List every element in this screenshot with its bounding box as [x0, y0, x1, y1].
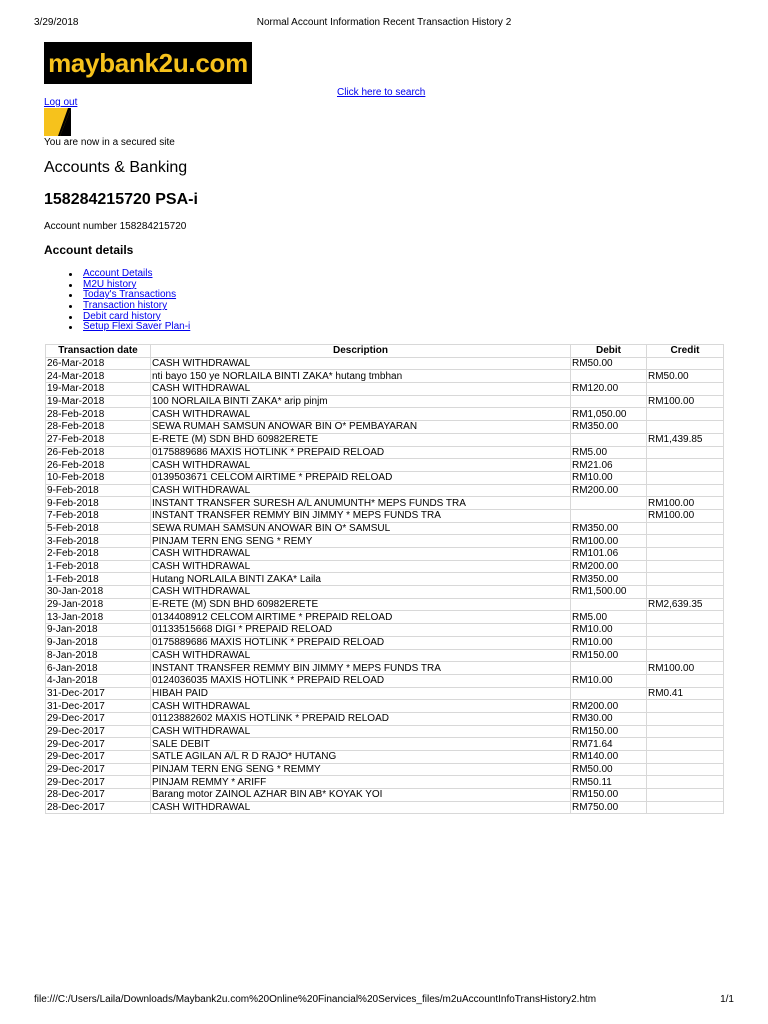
cell-debit: RM1,050.00 [571, 408, 647, 421]
cell-description: INSTANT TRANSFER REMMY BIN JIMMY * MEPS FUNDS TRA [151, 662, 571, 675]
cell-transaction-date: 8-Jan-2018 [46, 649, 151, 662]
table-row [46, 421, 724, 434]
header-credit: Credit [647, 345, 724, 358]
todays-transactions-link[interactable]: Today's Transactions [83, 289, 177, 301]
cell-debit: RM101.06 [571, 548, 647, 561]
cell-transaction-date: 3-Feb-2018 [46, 535, 151, 548]
cell-debit: RM1,500.00 [571, 586, 647, 599]
cell-transaction-date: 29-Dec-2017 [46, 751, 151, 764]
cell-description: 01123882602 MAXIS HOTLINK * PREPAID RELOAD [151, 712, 571, 725]
table-row [46, 586, 724, 599]
cell-debit: RM120.00 [571, 383, 647, 396]
cell-debit [571, 395, 647, 408]
table-row [46, 383, 724, 396]
table-row [46, 459, 724, 472]
transaction-history-link[interactable]: Transaction history [83, 300, 168, 312]
cell-description: 01133515668 DIGI * PREPAID RELOAD [151, 624, 571, 637]
cell-debit: RM200.00 [571, 700, 647, 713]
account-title: 158284215720 PSA-i [44, 191, 198, 208]
account-nav-list [69, 269, 190, 333]
cell-debit: RM150.00 [571, 649, 647, 662]
cell-credit [647, 446, 724, 459]
table-row [46, 662, 724, 675]
table-row [46, 789, 724, 802]
table-row [46, 725, 724, 738]
cell-description: CASH WITHDRAWAL [151, 383, 571, 396]
table-row [46, 687, 724, 700]
cell-credit [647, 738, 724, 751]
cell-debit: RM350.00 [571, 421, 647, 434]
table-row [46, 357, 724, 370]
cell-description: CASH WITHDRAWAL [151, 548, 571, 561]
cell-credit [647, 421, 724, 434]
cell-description: INSTANT TRANSFER SURESH A/L ANUMUNTH* MEPS FUNDS TRA [151, 497, 571, 510]
cell-credit [647, 636, 724, 649]
maybank-logo[interactable]: maybank2u.com [44, 42, 252, 84]
cell-transaction-date: 27-Feb-2018 [46, 433, 151, 446]
cell-credit [647, 471, 724, 484]
cell-transaction-date: 29-Dec-2017 [46, 738, 151, 751]
cell-description: 0175889686 MAXIS HOTLINK * PREPAID RELOAD [151, 446, 571, 459]
cell-debit: RM50.11 [571, 776, 647, 789]
table-row [46, 611, 724, 624]
cell-credit [647, 484, 724, 497]
cell-credit [647, 789, 724, 802]
cell-description: HIBAH PAID [151, 687, 571, 700]
cell-credit [647, 611, 724, 624]
cell-transaction-date: 28-Dec-2017 [46, 801, 151, 814]
cell-credit [647, 383, 724, 396]
cell-debit: RM5.00 [571, 446, 647, 459]
cell-credit [647, 763, 724, 776]
cell-debit: RM200.00 [571, 560, 647, 573]
cell-transaction-date: 28-Dec-2017 [46, 789, 151, 802]
account-details-heading: Account details [44, 243, 134, 257]
flexi-saver-link[interactable]: Setup Flexi Saver Plan-i [83, 321, 191, 333]
cell-credit: RM2,639.35 [647, 598, 724, 611]
cell-debit [571, 370, 647, 383]
m2u-history-link[interactable]: M2U history [83, 278, 137, 290]
cell-debit: RM10.00 [571, 471, 647, 484]
cell-credit [647, 586, 724, 599]
cell-debit: RM71.64 [571, 738, 647, 751]
header-transaction-date: Transaction date [46, 345, 151, 358]
cell-debit: RM350.00 [571, 573, 647, 586]
cell-description: CASH WITHDRAWAL [151, 459, 571, 472]
cell-credit [647, 548, 724, 561]
cell-debit: RM5.00 [571, 611, 647, 624]
cell-credit [647, 535, 724, 548]
cell-credit [647, 751, 724, 764]
cell-debit [571, 509, 647, 522]
cell-transaction-date: 2-Feb-2018 [46, 548, 151, 561]
table-row [46, 674, 724, 687]
cell-transaction-date: 31-Dec-2017 [46, 700, 151, 713]
cell-description: CASH WITHDRAWAL [151, 700, 571, 713]
cell-debit [571, 662, 647, 675]
cell-transaction-date: 10-Feb-2018 [46, 471, 151, 484]
cell-description: CASH WITHDRAWAL [151, 560, 571, 573]
table-row [46, 471, 724, 484]
cell-transaction-date: 1-Feb-2018 [46, 573, 151, 586]
cell-credit [647, 560, 724, 573]
table-row [46, 700, 724, 713]
table-row [46, 408, 724, 421]
table-row [46, 776, 724, 789]
table-row [46, 712, 724, 725]
account-details-link[interactable]: Account Details [83, 268, 153, 279]
cell-description: CASH WITHDRAWAL [151, 801, 571, 814]
cell-credit [647, 522, 724, 535]
cell-description: PINJAM TERN ENG SENG * REMMY [151, 763, 571, 776]
cell-debit: RM150.00 [571, 725, 647, 738]
cell-debit: RM150.00 [571, 789, 647, 802]
cell-debit: RM21.06 [571, 459, 647, 472]
cell-debit: RM10.00 [571, 674, 647, 687]
cell-transaction-date: 9-Feb-2018 [46, 484, 151, 497]
table-row [46, 598, 724, 611]
cell-credit [647, 700, 724, 713]
cell-description: Hutang NORLAILA BINTI ZAKA* Laila [151, 573, 571, 586]
table-row [46, 573, 724, 586]
table-row [46, 636, 724, 649]
cell-credit: RM1,439.85 [647, 433, 724, 446]
cell-debit: RM140.00 [571, 751, 647, 764]
cell-transaction-date: 29-Jan-2018 [46, 598, 151, 611]
cell-transaction-date: 29-Dec-2017 [46, 763, 151, 776]
cell-transaction-date: 9-Feb-2018 [46, 497, 151, 510]
search-link[interactable]: Click here to search [337, 87, 426, 98]
cell-transaction-date: 7-Feb-2018 [46, 509, 151, 522]
cell-description: CASH WITHDRAWAL [151, 725, 571, 738]
cell-description: 0134408912 CELCOM AIRTIME * PREPAID RELOAD [151, 611, 571, 624]
table-row [46, 548, 724, 561]
cell-transaction-date: 31-Dec-2017 [46, 687, 151, 700]
table-header-row [46, 345, 724, 358]
cell-credit: RM0.41 [647, 687, 724, 700]
cell-transaction-date: 28-Feb-2018 [46, 421, 151, 434]
file-path: file:///C:/Users/Laila/Downloads/Maybank2u.com%20Online%20Financial%20Services_files/m2uAccountInfoTransHistory2.htm [34, 994, 597, 1005]
cell-transaction-date: 29-Dec-2017 [46, 712, 151, 725]
cell-transaction-date: 28-Feb-2018 [46, 408, 151, 421]
table-row [46, 522, 724, 535]
cell-description: CASH WITHDRAWAL [151, 357, 571, 370]
cell-transaction-date: 1-Feb-2018 [46, 560, 151, 573]
cell-debit: RM10.00 [571, 636, 647, 649]
table-row [46, 763, 724, 776]
table-row [46, 560, 724, 573]
print-footer [0, 994, 768, 1008]
table-row [46, 751, 724, 764]
cell-transaction-date: 29-Dec-2017 [46, 725, 151, 738]
cell-debit: RM50.00 [571, 763, 647, 776]
cell-description: 0124036035 MAXIS HOTLINK * PREPAID RELOAD [151, 674, 571, 687]
table-row [46, 801, 724, 814]
cell-description: nti bayo 150 ye NORLAILA BINTI ZAKA* hutang tmbhan [151, 370, 571, 383]
cell-debit [571, 497, 647, 510]
cell-credit: RM100.00 [647, 662, 724, 675]
cell-debit: RM10.00 [571, 624, 647, 637]
cell-credit [647, 725, 724, 738]
cell-credit [647, 801, 724, 814]
cell-credit [647, 712, 724, 725]
cell-description: Barang motor ZAINOL AZHAR BIN AB* KOYAK YOI [151, 789, 571, 802]
cell-description: INSTANT TRANSFER REMMY BIN JIMMY * MEPS FUNDS TRA [151, 509, 571, 522]
cell-credit [647, 649, 724, 662]
cell-transaction-date: 19-Mar-2018 [46, 395, 151, 408]
table-row [46, 649, 724, 662]
cell-description: 0139503671 CELCOM AIRTIME * PREPAID RELOAD [151, 471, 571, 484]
cell-description: CASH WITHDRAWAL [151, 484, 571, 497]
print-header [0, 17, 768, 31]
cell-transaction-date: 9-Jan-2018 [46, 636, 151, 649]
cell-transaction-date: 5-Feb-2018 [46, 522, 151, 535]
cell-description: 0175889686 MAXIS HOTLINK * PREPAID RELOAD [151, 636, 571, 649]
cell-description: E-RETE (M) SDN BHD 60982ERETE [151, 433, 571, 446]
cell-transaction-date: 9-Jan-2018 [46, 624, 151, 637]
cell-transaction-date: 13-Jan-2018 [46, 611, 151, 624]
cell-transaction-date: 26-Feb-2018 [46, 446, 151, 459]
table-row [46, 624, 724, 637]
cell-transaction-date: 26-Feb-2018 [46, 459, 151, 472]
cell-credit [647, 674, 724, 687]
logout-link[interactable]: Log out [44, 97, 78, 108]
cell-description: CASH WITHDRAWAL [151, 649, 571, 662]
transaction-table [45, 344, 724, 814]
secure-site-text: You are now in a secured site [44, 137, 175, 148]
cell-credit: RM100.00 [647, 509, 724, 522]
cell-description: SATLE AGILAN A/L R D RAJO* HUTANG [151, 751, 571, 764]
table-row [46, 484, 724, 497]
cell-description: SALE DEBIT [151, 738, 571, 751]
cell-debit: RM750.00 [571, 801, 647, 814]
table-row [46, 370, 724, 383]
cell-transaction-date: 4-Jan-2018 [46, 674, 151, 687]
cell-credit [647, 408, 724, 421]
transaction-table-body [46, 357, 724, 814]
header-description: Description [151, 345, 571, 358]
cell-credit: RM100.00 [647, 395, 724, 408]
cell-transaction-date: 19-Mar-2018 [46, 383, 151, 396]
cell-debit: RM30.00 [571, 712, 647, 725]
print-date: 3/29/2018 [34, 17, 79, 28]
cell-credit [647, 459, 724, 472]
cell-description: PINJAM TERN ENG SENG * REMY [151, 535, 571, 548]
debit-card-history-link[interactable]: Debit card history [83, 310, 161, 322]
cell-description: SEWA RUMAH SAMSUN ANOWAR BIN O* SAMSUL [151, 522, 571, 535]
print-title: Normal Account Information Recent Transaction History 2 [256, 17, 512, 28]
cell-description: CASH WITHDRAWAL [151, 408, 571, 421]
cell-description: 100 NORLAILA BINTI ZAKA* arip pinjm [151, 395, 571, 408]
cell-debit [571, 433, 647, 446]
cell-debit: RM350.00 [571, 522, 647, 535]
cell-debit: RM100.00 [571, 535, 647, 548]
table-row [46, 433, 724, 446]
cell-transaction-date: 6-Jan-2018 [46, 662, 151, 675]
cell-debit: RM200.00 [571, 484, 647, 497]
table-row [46, 535, 724, 548]
secure-site-icon [44, 108, 71, 136]
cell-debit: RM50.00 [571, 357, 647, 370]
cell-transaction-date: 26-Mar-2018 [46, 357, 151, 370]
table-row [46, 497, 724, 510]
page-title: Accounts & Banking [44, 159, 188, 176]
cell-debit [571, 598, 647, 611]
cell-transaction-date: 30-Jan-2018 [46, 586, 151, 599]
cell-debit [571, 687, 647, 700]
header-debit: Debit [571, 345, 647, 358]
cell-credit [647, 776, 724, 789]
table-row [46, 738, 724, 751]
cell-credit [647, 624, 724, 637]
cell-description: E-RETE (M) SDN BHD 60982ERETE [151, 598, 571, 611]
cell-credit: RM100.00 [647, 497, 724, 510]
cell-description: CASH WITHDRAWAL [151, 586, 571, 599]
table-row [46, 446, 724, 459]
cell-credit [647, 573, 724, 586]
cell-description: PINJAM REMMY * ARIFF [151, 776, 571, 789]
table-row [46, 395, 724, 408]
cell-credit: RM50.00 [647, 370, 724, 383]
table-row [46, 509, 724, 522]
cell-transaction-date: 24-Mar-2018 [46, 370, 151, 383]
cell-description: SEWA RUMAH SAMSUN ANOWAR BIN O* PEMBAYARAN [151, 421, 571, 434]
page-number: 1/1 [720, 994, 734, 1005]
cell-transaction-date: 29-Dec-2017 [46, 776, 151, 789]
account-number: Account number 158284215720 [44, 221, 187, 232]
cell-credit [647, 357, 724, 370]
nav-item-flexi-saver [69, 322, 190, 333]
